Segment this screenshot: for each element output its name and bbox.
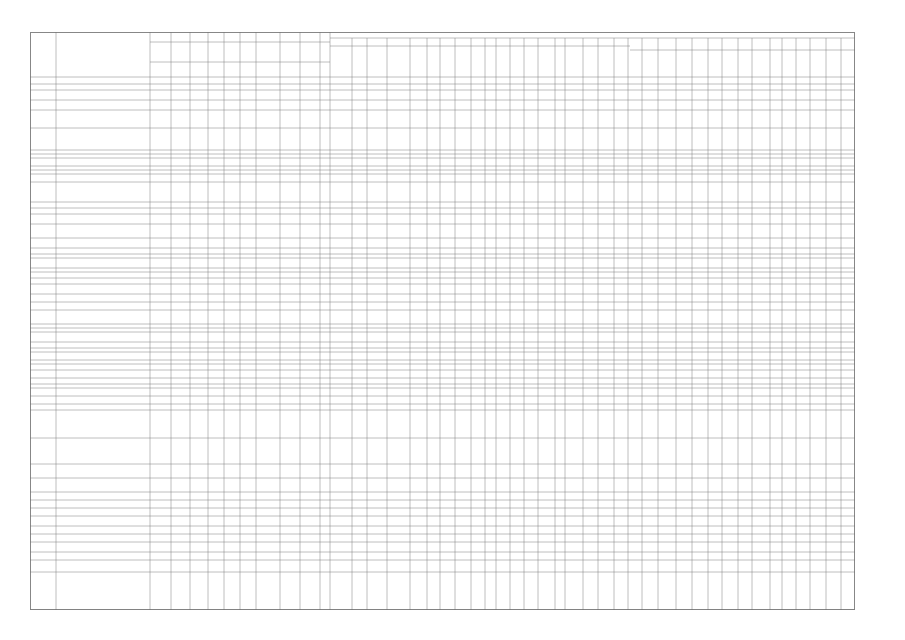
document-table	[30, 32, 855, 610]
grid-lines	[30, 32, 855, 610]
table-grid	[30, 32, 855, 610]
table-frame	[31, 33, 855, 610]
